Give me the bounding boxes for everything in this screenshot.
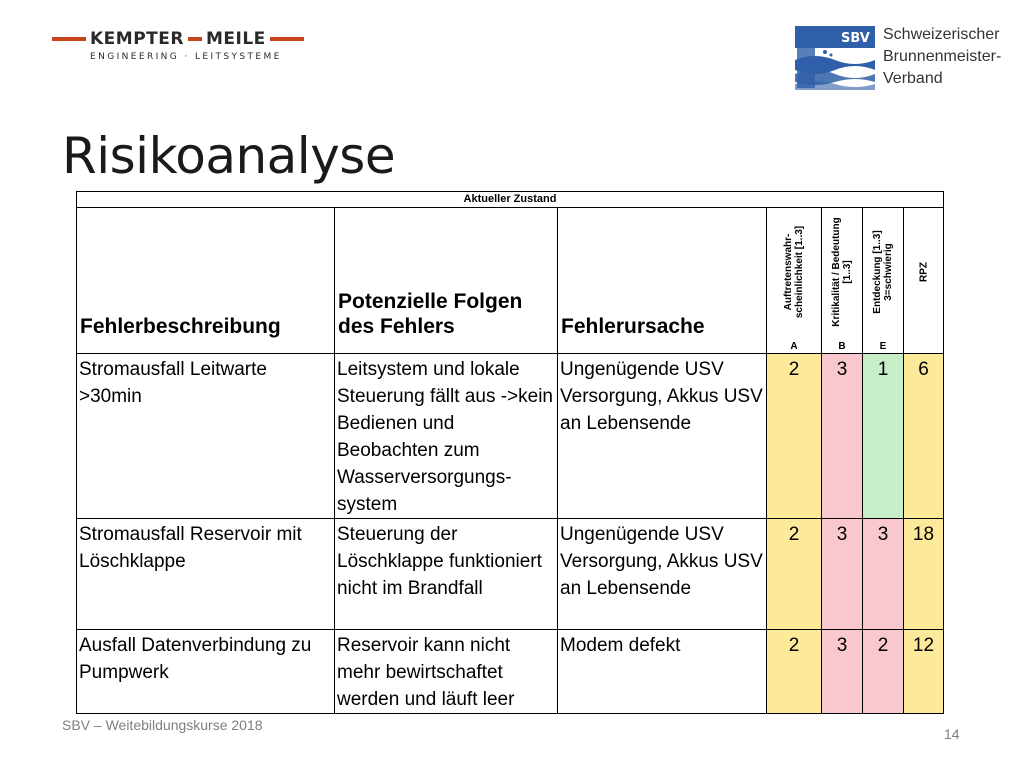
cell-ursache: Ungenügende USV Versorgung, Akkus USV an Lebensende xyxy=(558,519,767,630)
table-row xyxy=(77,630,944,714)
cell-rpz: 18 xyxy=(904,519,944,630)
logo-word-meile: MEILE xyxy=(205,29,266,49)
logo-dash xyxy=(270,37,304,41)
logo-dash xyxy=(52,37,86,41)
page-title: Risikoanalyse xyxy=(62,127,396,185)
page-number: 14 xyxy=(944,726,960,742)
header-fehlerursache: Fehlerursache xyxy=(558,208,767,354)
sbv-mark-text: SBV xyxy=(841,31,870,46)
cell-fehler: Stromausfall Leitwarte >30min xyxy=(77,354,335,519)
cell-fehler: Ausfall Datenverbindung zu Pumpwerk xyxy=(77,630,335,714)
risk-analysis-table xyxy=(76,191,944,714)
cell-rpz: 12 xyxy=(904,630,944,714)
header-rpz xyxy=(904,208,944,354)
sbv-name-line: Brunnenmeister- xyxy=(883,48,1002,65)
cell-b: 3 xyxy=(822,519,863,630)
sbv-name-line: Verband xyxy=(883,70,943,87)
cell-rpz: 6 xyxy=(904,354,944,519)
header-auftreten xyxy=(767,208,822,354)
cell-e: 1 xyxy=(863,354,904,519)
header-rpz-label: RPZ xyxy=(918,262,929,282)
table-row xyxy=(77,519,944,630)
sbv-wave-mark-icon xyxy=(795,26,875,90)
cell-b: 3 xyxy=(822,630,863,714)
header-fehlerbeschreibung: Fehlerbeschreibung xyxy=(77,208,335,354)
header-kritikalitaet xyxy=(822,208,863,354)
cell-folgen: Steuerung der Löschklappe funktioniert nicht im Brandfall xyxy=(335,519,558,630)
sbv-name xyxy=(883,24,1001,90)
cell-b: 3 xyxy=(822,354,863,519)
logo-tagline: ENGINEERING · LEITSYSTEME xyxy=(90,52,282,62)
header-letter-a: A xyxy=(790,341,798,352)
cell-a: 2 xyxy=(767,519,822,630)
header-auftreten-label: Auftretenswahr-scheinlichkeit [1..3] xyxy=(783,225,805,319)
header-letter-b: B xyxy=(838,341,846,352)
sbv-logo xyxy=(795,24,1005,94)
kempter-meile-logo xyxy=(52,28,327,68)
header-entdeckung-label: Entdeckung [1..3] 3=schwierig xyxy=(872,230,894,314)
header-kritikalitaet-label: Kritikalität / Bedeutung [1..3] xyxy=(831,217,853,327)
footer-text: SBV – Weitebildungskurse 2018 xyxy=(62,717,263,733)
cell-folgen: Reservoir kann nicht mehr bewirtschaftet werden und läuft leer xyxy=(335,630,558,714)
sbv-name-line: Schweizerischer xyxy=(883,26,1000,43)
cell-folgen: Leitsystem und lokale Steuerung fällt aus ->kein Bedienen und Beobachten zum Wasserversorgungs-system xyxy=(335,354,558,519)
header-entdeckung xyxy=(863,208,904,354)
header-letter-e: E xyxy=(879,341,887,352)
cell-ursache: Ungenügende USV Versorgung, Akkus USV an Lebensende xyxy=(558,354,767,519)
cell-ursache: Modem defekt xyxy=(558,630,767,714)
logo-word-kempter: KEMPTER xyxy=(90,29,184,49)
cell-fehler: Stromausfall Reservoir mit Löschklappe xyxy=(77,519,335,630)
header-folgen: Potenzielle Folgen des Fehlers xyxy=(335,208,558,354)
cell-a: 2 xyxy=(767,630,822,714)
cell-a: 2 xyxy=(767,354,822,519)
logo-dash xyxy=(188,37,202,41)
table-row xyxy=(77,354,944,519)
cell-e: 3 xyxy=(863,519,904,630)
cell-e: 2 xyxy=(863,630,904,714)
table-caption: Aktueller Zustand xyxy=(77,192,944,208)
